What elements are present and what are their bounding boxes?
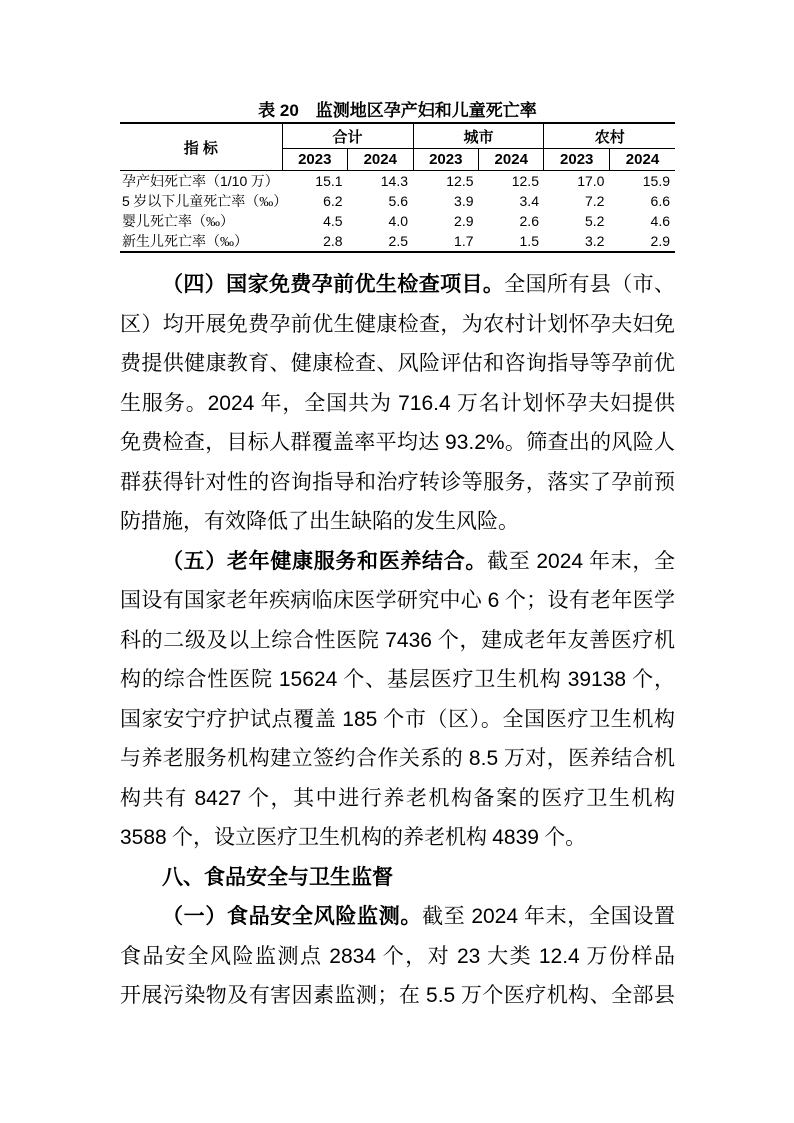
section-heading-eight: 八、食品安全与卫生监督 bbox=[162, 865, 393, 889]
paragraph-text: 截至 2024 年末，全 bbox=[487, 548, 675, 573]
paragraph-lead: （四）国家免费孕前优生检查项目。 bbox=[162, 272, 505, 296]
value-cell: 4.5 bbox=[323, 213, 343, 229]
row-label-cell: 5 岁以下儿童死亡率（‰） bbox=[122, 195, 288, 210]
body-line: 区）均开展免费孕前优生健康检查，为农村计划怀孕夫妇免 bbox=[120, 311, 675, 336]
group-header-total: 合计 bbox=[282, 123, 413, 149]
value-cell: 17.0 bbox=[577, 173, 605, 189]
paragraph-text: 全国所有县（市、 bbox=[504, 272, 676, 296]
value-cell: 2.5 bbox=[388, 233, 409, 249]
row-label-cell: 孕产妇死亡率（1/10 万） bbox=[122, 175, 279, 190]
body-line: 科的二级及以上综合性医院 7436 个，建成老年友善医疗机 bbox=[120, 627, 675, 652]
body-line: 3588 个，设立医疗卫生机构的养老机构 4839 个。 bbox=[120, 825, 587, 849]
body-line: 国设有国家老年疾病临床医学研究中心 6 个；设有老年医学 bbox=[120, 588, 675, 612]
body-line: 构共有 8427 个，其中进行养老机构备案的医疗卫生机构 bbox=[120, 785, 675, 810]
body-line: 与养老服务机构建立签约合作关系的 8.5 万对，医养结合机 bbox=[120, 746, 675, 770]
value-cell: 1.5 bbox=[519, 233, 539, 249]
body-line: 免费检查，目标人群覆盖率平均达 93.2%。筛查出的风险人 bbox=[120, 430, 675, 454]
body-line: 生服务。2024 年，全国共为 716.4 万名计划怀孕夫妇提供 bbox=[120, 390, 675, 415]
body-line: 群获得针对性的咨询指导和治疗转诊等服务，落实了孕前预 bbox=[120, 469, 675, 494]
group-header-urban: 城市 bbox=[413, 123, 544, 149]
group-header-rural: 农村 bbox=[544, 123, 675, 149]
value-cell: 2.9 bbox=[454, 213, 474, 229]
body-line bbox=[120, 897, 675, 937]
value-cell: 3.9 bbox=[454, 193, 474, 209]
table-title: 表 20 监测地区孕产妇和儿童死亡率 bbox=[258, 101, 537, 120]
paragraph-lead: （一）食品安全风险监测。 bbox=[162, 904, 423, 928]
mortality-table bbox=[120, 122, 675, 253]
value-cell: 2.9 bbox=[650, 233, 670, 249]
paragraph-one bbox=[120, 897, 675, 1016]
paragraph-five bbox=[120, 542, 675, 858]
value-cell: 6.2 bbox=[323, 193, 343, 209]
row-label-cell: 新生儿死亡率（‰） bbox=[122, 235, 248, 250]
table-row bbox=[120, 171, 675, 192]
body-line bbox=[120, 265, 675, 305]
document-body bbox=[120, 265, 675, 1016]
paragraph-lead: （五）老年健康服务和医养结合。 bbox=[162, 548, 488, 573]
value-cell: 14.3 bbox=[380, 173, 409, 189]
value-cell: 2.8 bbox=[323, 233, 343, 249]
year-header-cell: 2024 bbox=[348, 149, 413, 171]
table-row bbox=[120, 191, 675, 211]
value-cell: 3.2 bbox=[585, 233, 605, 249]
value-cell: 15.9 bbox=[642, 173, 670, 189]
body-line: 国家安宁疗护试点覆盖 185 个市（区）。全国医疗卫生机构 bbox=[120, 706, 675, 731]
body-line: 费提供健康教育、健康检查、风险评估和咨询指导等孕前优 bbox=[120, 351, 675, 375]
paragraph-text: 截至 2024 年末，全国设置 bbox=[422, 904, 675, 928]
table-row bbox=[120, 211, 675, 231]
value-cell: 4.6 bbox=[650, 213, 670, 229]
value-cell: 5.2 bbox=[585, 213, 605, 229]
year-header-cell: 2023 bbox=[413, 149, 478, 171]
table-group-header-row bbox=[120, 123, 675, 149]
year-header-cell: 2023 bbox=[282, 149, 347, 171]
value-cell: 4.0 bbox=[388, 213, 409, 229]
indicator-header-cell: 指 标 bbox=[120, 123, 282, 171]
value-cell: 6.6 bbox=[650, 193, 670, 209]
value-cell: 7.2 bbox=[585, 193, 605, 209]
year-header-cell: 2024 bbox=[609, 149, 675, 171]
year-header-cell: 2023 bbox=[544, 149, 609, 171]
body-line bbox=[120, 542, 675, 582]
value-cell: 2.6 bbox=[519, 213, 539, 229]
year-header-cell: 2024 bbox=[479, 149, 544, 171]
value-cell: 1.7 bbox=[454, 233, 474, 249]
value-cell: 5.6 bbox=[388, 193, 409, 209]
value-cell: 3.4 bbox=[519, 193, 539, 209]
body-line: 食品安全风险监测点 2834 个，对 23 大类 12.4 万份样品 bbox=[120, 943, 675, 968]
value-cell: 12.5 bbox=[511, 173, 539, 189]
body-line: 构的综合性医院 15624 个、基层医疗卫生机构 39138 个， bbox=[120, 667, 675, 691]
body-line: 防措施，有效降低了出生缺陷的发生风险。 bbox=[120, 509, 519, 533]
value-cell: 12.5 bbox=[446, 173, 474, 189]
value-cell: 15.1 bbox=[315, 173, 343, 189]
body-line: 开展污染物及有害因素监测；在 5.5 万个医疗机构、全部县 bbox=[120, 983, 675, 1007]
table-row bbox=[120, 231, 675, 252]
paragraph-four bbox=[120, 265, 675, 542]
row-label-cell: 婴儿死亡率（‰） bbox=[122, 215, 234, 230]
